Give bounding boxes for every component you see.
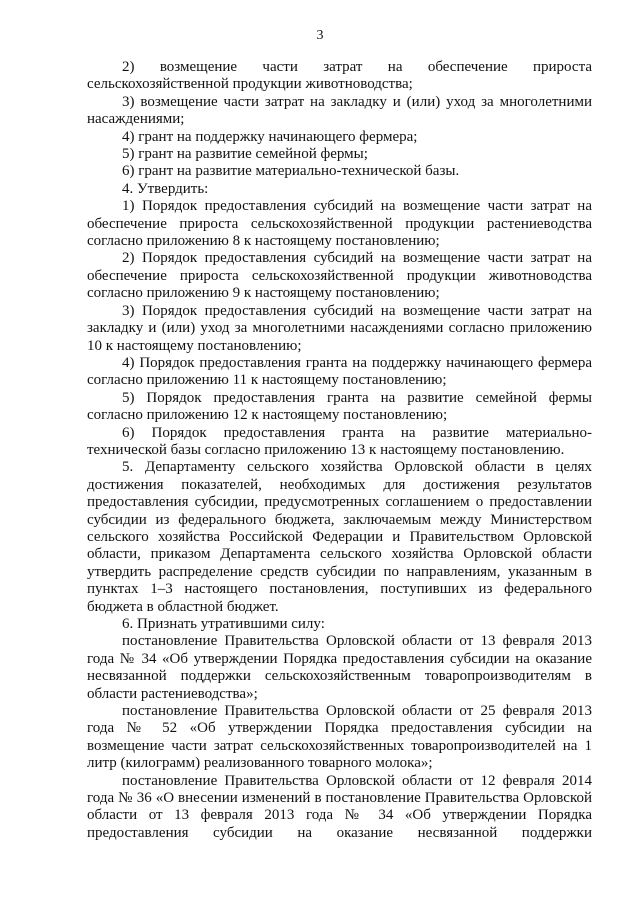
approve-item-4: 4) Порядок предоставления гранта на поддержку начинающего фермера согласно приложению 11 к настоящему постановлению;: [87, 354, 592, 389]
list-item-2-livestock-compensation: 2) возмещение части затрат на обеспечение прироста сельскохозяйственной продукции животноводства;: [87, 59, 592, 93]
list-item-5-family-farm-grant: 5) грант на развитие семейной фермы;: [122, 146, 368, 163]
approve-item-2: 2) Порядок предоставления субсидий на возмещение части затрат на обеспечение прироста сельскохозяйственной продукции животноводства согласно приложению 9 к настоящему постановлению;: [87, 250, 592, 302]
document-body: [87, 59, 592, 842]
approve-item-1: 1) Порядок предоставления субсидий на возмещение части затрат на обеспечение прироста сельскохозяйственной продукции растениеводства согласно приложению 8 к настоящему постановлению;: [87, 198, 592, 250]
section-5-paragraph: 5. Департаменту сельского хозяйства Орловской области в целях достижения показателей, необходимых для достижения результатов предоставления субсидии, предусмотренных соглашением о предоставлении субсидии из федерального бюджета, заключаемым между Министерством сельского хозяйства Российской Федерации и Правительством Орловской области, приказом Департамента сельского хозяйства Орловской области утвердить распределение средств субсидии по направлениям, указанным в пунктах 1–3 настоящего постановления, поступивших из федерального бюджета в областной бюджет.: [87, 459, 592, 615]
repealed-resolution-3: постановление Правительства Орловской области от 12 февраля 2014 года № 36 «О внесении изменений в постановление Правительства Орловской области от 13 февраля 2013 года № 34 «Об утверждении Порядка предоставления субсидии на оказание несвязанной поддержки: [87, 772, 592, 841]
repealed-resolution-2: постановление Правительства Орловской области от 25 февраля 2013 года № 52 «Об утверждении Порядка предоставления субсидии на возмещение части затрат сельскохозяйственных товаропроизводителей на 1 литр (килограмм) реализованного товарного молока»;: [87, 703, 592, 772]
page-number: 3: [316, 28, 324, 43]
repealed-resolution-1: постановление Правительства Орловской области от 13 февраля 2013 года № 34 «Об утверждении Порядка предоставления субсидии на оказание несвязанной поддержки сельскохозяйственным товаропроизводителям в области растениеводства»;: [87, 633, 592, 702]
approve-item-5: 5) Порядок предоставления гранта на развитие семейной фермы согласно приложению 12 к настоящему постановлению;: [87, 389, 592, 424]
section-6-heading: 6. Признать утратившими силу:: [122, 616, 325, 632]
approve-item-6: 6) Порядок предоставления гранта на развитие материально-технической базы согласно приложению 13 к настоящему постановлению.: [87, 424, 592, 458]
approve-item-3: 3) Порядок предоставления субсидий на возмещение части затрат на закладку и (или) уход за многолетними насаждениями согласно приложению 10 к настоящему постановлению;: [87, 302, 592, 354]
list-item-3-perennial-plantings: 3) возмещение части затрат на закладку и (или) уход за многолетними насаждениями;: [87, 93, 592, 128]
list-item-4-beginning-farmer-grant: 4) грант на поддержку начинающего фермера;: [122, 128, 418, 145]
section-4-heading: 4. Утвердить:: [122, 180, 209, 197]
list-item-6-material-base-grant: 6) грант на развитие материально-технической базы.: [122, 163, 460, 180]
